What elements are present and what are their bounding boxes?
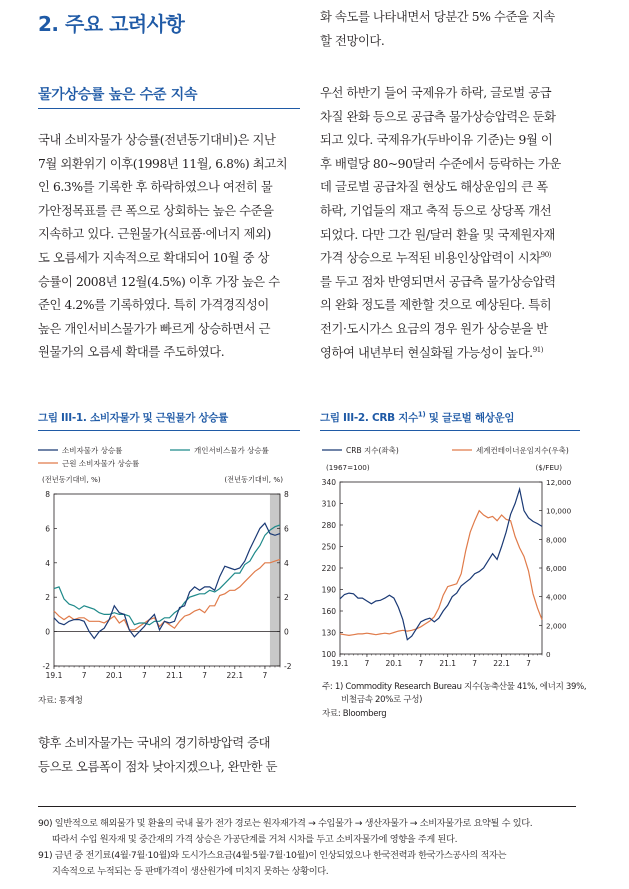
x-tick-label: 7 (81, 671, 87, 680)
text-line: 를 두고 점차 반영되면서 공급측 물가상승압력 (320, 274, 556, 289)
y-tick-label-right: 4 (284, 558, 289, 568)
figure1-source: 자료: 통계청 (38, 696, 83, 706)
text-line: 할 전망이다. (320, 33, 385, 48)
footnote-ref: 91) (532, 345, 544, 354)
right-axis-unit: ($/FEU) (535, 463, 562, 472)
figure2-source: 자료: Bloomberg (322, 709, 387, 719)
y-tick-label: 310 (321, 499, 336, 509)
text-line: 지속하고 있다. 근원물가(식료품·에너지 제외) (38, 227, 271, 242)
y-tick-label: 250 (321, 542, 336, 552)
text-line: 도 오름세가 지속적으로 확대되어 10월 중 상 (38, 250, 270, 265)
text-line: 원물가의 오름세 확대를 주도하였다. (38, 345, 225, 360)
figure1-chart (30, 432, 306, 688)
text-line (320, 342, 561, 366)
x-tick-label: 7 (262, 671, 268, 680)
body-paragraph-right (320, 82, 561, 365)
series-line (340, 511, 542, 636)
y-tick-label: 100 (321, 650, 336, 659)
y-tick-label-right: 4,000 (546, 592, 567, 602)
figure1-title-rule (38, 430, 300, 431)
y-tick-label: 190 (321, 585, 336, 595)
figure2-title-text: 그림 III-2. CRB 지수 (320, 412, 418, 424)
figure1-title: 그림 III-1. 소비자물가 및 근원물가 상승률 (38, 412, 228, 424)
footnote-90-cont: 따라서 수입 원자재 및 중간재의 가격 상승은 가공단계를 거쳐 시차를 두고 소비자물가에 영향을 주게 된다. (52, 834, 458, 845)
y-tick-label-right: 6,000 (546, 564, 567, 573)
legend-label: 세계컨테이너운임지수(우축) (476, 446, 569, 455)
y-tick-label-right: 10,000 (546, 506, 572, 516)
y-tick-label-right: 6 (284, 524, 289, 534)
text-line: 등으로 오름폭이 점차 낮아지겠으나, 완만한 둔 (38, 759, 278, 774)
y-tick-label: 160 (321, 607, 336, 616)
text-line: 향후 소비자물가는 국내의 경기하방압력 증대 (38, 736, 271, 750)
subheading: 물가상승률 높은 수준 지속 (38, 87, 198, 103)
y-tick-label-right: -2 (284, 662, 292, 671)
y-tick-label: 4 (45, 558, 50, 568)
text-line: 되고 있다. 국제유가(두바이유 기준)는 9월 이 (320, 133, 553, 148)
footnote-rule (38, 806, 576, 807)
x-tick-label: 7 (202, 671, 208, 680)
text-line: 되었다. 다만 그간 원/달러 환율 및 국제원자재 (320, 227, 555, 242)
x-tick-label: 22.1 (493, 659, 510, 668)
y-tick-label: 6 (45, 524, 50, 534)
legend-label: CRB 지수(좌축) (346, 446, 399, 455)
x-tick-label: 21.1 (166, 671, 183, 680)
right-axis-unit: (전년동기대비, %) (224, 475, 283, 484)
plot-frame (340, 482, 542, 654)
footnote-91-cont: 지속적으로 누적되는 등 판매가격이 생산원가에 미치지 못하는 상황이다. (52, 866, 329, 877)
legend-label: 개인서비스물가 상승률 (194, 446, 269, 455)
series-line (54, 559, 280, 630)
figure2-title-rule (320, 430, 580, 431)
y-tick-label-right: 8 (284, 490, 289, 499)
y-tick-label: 280 (321, 521, 336, 530)
body-paragraph-left (38, 129, 287, 365)
text-line: 후 배럴당 80~90달러 수준에서 등락하는 가운 (320, 156, 561, 171)
text-line: 승률이 2008년 12월(4.5%) 이후 가장 높은 수 (38, 274, 280, 289)
body-paragraph-left-lower (38, 732, 277, 779)
text-line: 7월 외환위기 이후(1998년 11월, 6.8%) 최고치 (38, 156, 288, 171)
y-tick-label: 340 (321, 478, 336, 487)
text-line (320, 247, 561, 271)
body-paragraph-right-top (320, 6, 555, 53)
text-line: 전기·도시가스 요금의 경우 원가 상승분을 반 (320, 321, 548, 336)
footnote-ref: 90) (540, 251, 552, 260)
y-tick-label-right: 8,000 (546, 535, 567, 545)
footnote-91: 91) 금년 중 전기료(4월·7월·10월)와 도시가스요금(4월·5월·7월·10월)이 인상되었으나 한국전력과 한국가스공사의 적자는 (38, 850, 507, 861)
x-tick-label: 21.1 (439, 659, 457, 668)
y-tick-label-right: 2,000 (546, 621, 567, 631)
x-tick-label: 7 (418, 659, 424, 668)
x-tick-label: 20.1 (105, 671, 123, 680)
y-tick-label: 0 (45, 627, 50, 637)
text-line: 의 완화 정도를 제한할 것으로 예상된다. 특히 (320, 298, 552, 313)
y-tick-label-right: 12,000 (546, 478, 572, 487)
figure2-title (320, 410, 514, 425)
text-span: 가격 상승으로 누적된 비용인상압력이 시차 (320, 251, 541, 266)
section-title: 2. 주요 고려사항 (38, 12, 185, 36)
series-line (54, 525, 280, 625)
x-tick-label: 22.1 (226, 671, 244, 680)
x-tick-label: 19.1 (45, 671, 63, 680)
text-line: 가안정목표를 큰 폭으로 상회하는 높은 수준을 (38, 203, 274, 218)
left-axis-unit: (전년동기대비, %) (42, 475, 101, 484)
figure2-title-suffix: 및 글로벌 해상운임 (425, 412, 515, 424)
text-line: 차질 완화 등으로 공급측 물가상승압력은 둔화 (320, 109, 556, 124)
footnote-90: 90) 일반적으로 해외물가 및 환율의 국내 물가 전가 경로는 원자재가격 → 수입물가 → 생산자물가 → 소비자물가로 요약될 수 있다. (38, 818, 533, 829)
x-tick-label: 7 (526, 659, 531, 668)
x-tick-label: 20.1 (385, 659, 403, 668)
legend-label: 소비자물가 상승률 (62, 446, 123, 455)
y-tick-label: -2 (42, 662, 50, 671)
y-tick-label: 220 (321, 564, 336, 573)
x-tick-label: 7 (472, 659, 478, 668)
text-line: 인 6.3%를 기록한 후 하락하였으나 여전히 물 (38, 180, 273, 195)
x-tick-label: 19.1 (331, 659, 349, 668)
x-tick-label: 7 (142, 671, 147, 680)
y-tick-label: 2 (45, 593, 50, 603)
y-tick-label: 130 (321, 628, 336, 638)
shaded-region (270, 494, 280, 666)
text-line: 우선 하반기 들어 국제유가 하락, 글로벌 공급 (320, 86, 552, 100)
text-line: 높은 개인서비스물가가 빠르게 상승하면서 근 (38, 321, 271, 336)
legend-label: 근원 소비자물가 상승률 (62, 459, 140, 468)
y-tick-label: 8 (45, 490, 50, 499)
text-line: 화 속도를 나타내면서 당분간 5% 수준을 지속 (320, 10, 555, 24)
subheading-rule (38, 108, 300, 109)
y-tick-label-right: 0 (546, 650, 551, 659)
text-line: 준인 4.2%를 기록하였다. 특히 가격경직성이 (38, 298, 269, 313)
x-tick-label: 7 (364, 659, 370, 668)
text-line: 하락, 기업들의 재고 축적 등으로 상당폭 개선 (320, 203, 552, 218)
text-line: 국내 소비자물가 상승률(전년동기대비)은 지난 (38, 133, 276, 147)
text-line: 데 글로벌 공급차질 현상도 해상운임의 큰 폭 (320, 180, 548, 195)
figure2-title-sup: 1) (417, 410, 426, 419)
left-axis-unit: (1967=100) (326, 463, 370, 472)
y-tick-label-right: 0 (284, 627, 289, 637)
y-tick-label-right: 2 (284, 593, 289, 603)
series-line (340, 489, 542, 640)
figure2-note-2: 비철금속 20%로 구성) (341, 695, 423, 705)
figure2-note-1: 주: 1) Commodity Research Bureau 지수(농축산물 41%, 에너지 39%, (322, 682, 587, 692)
figure2-chart (312, 432, 588, 678)
text-span: 영하여 내년부터 현실화될 가능성이 높다. (320, 345, 533, 360)
